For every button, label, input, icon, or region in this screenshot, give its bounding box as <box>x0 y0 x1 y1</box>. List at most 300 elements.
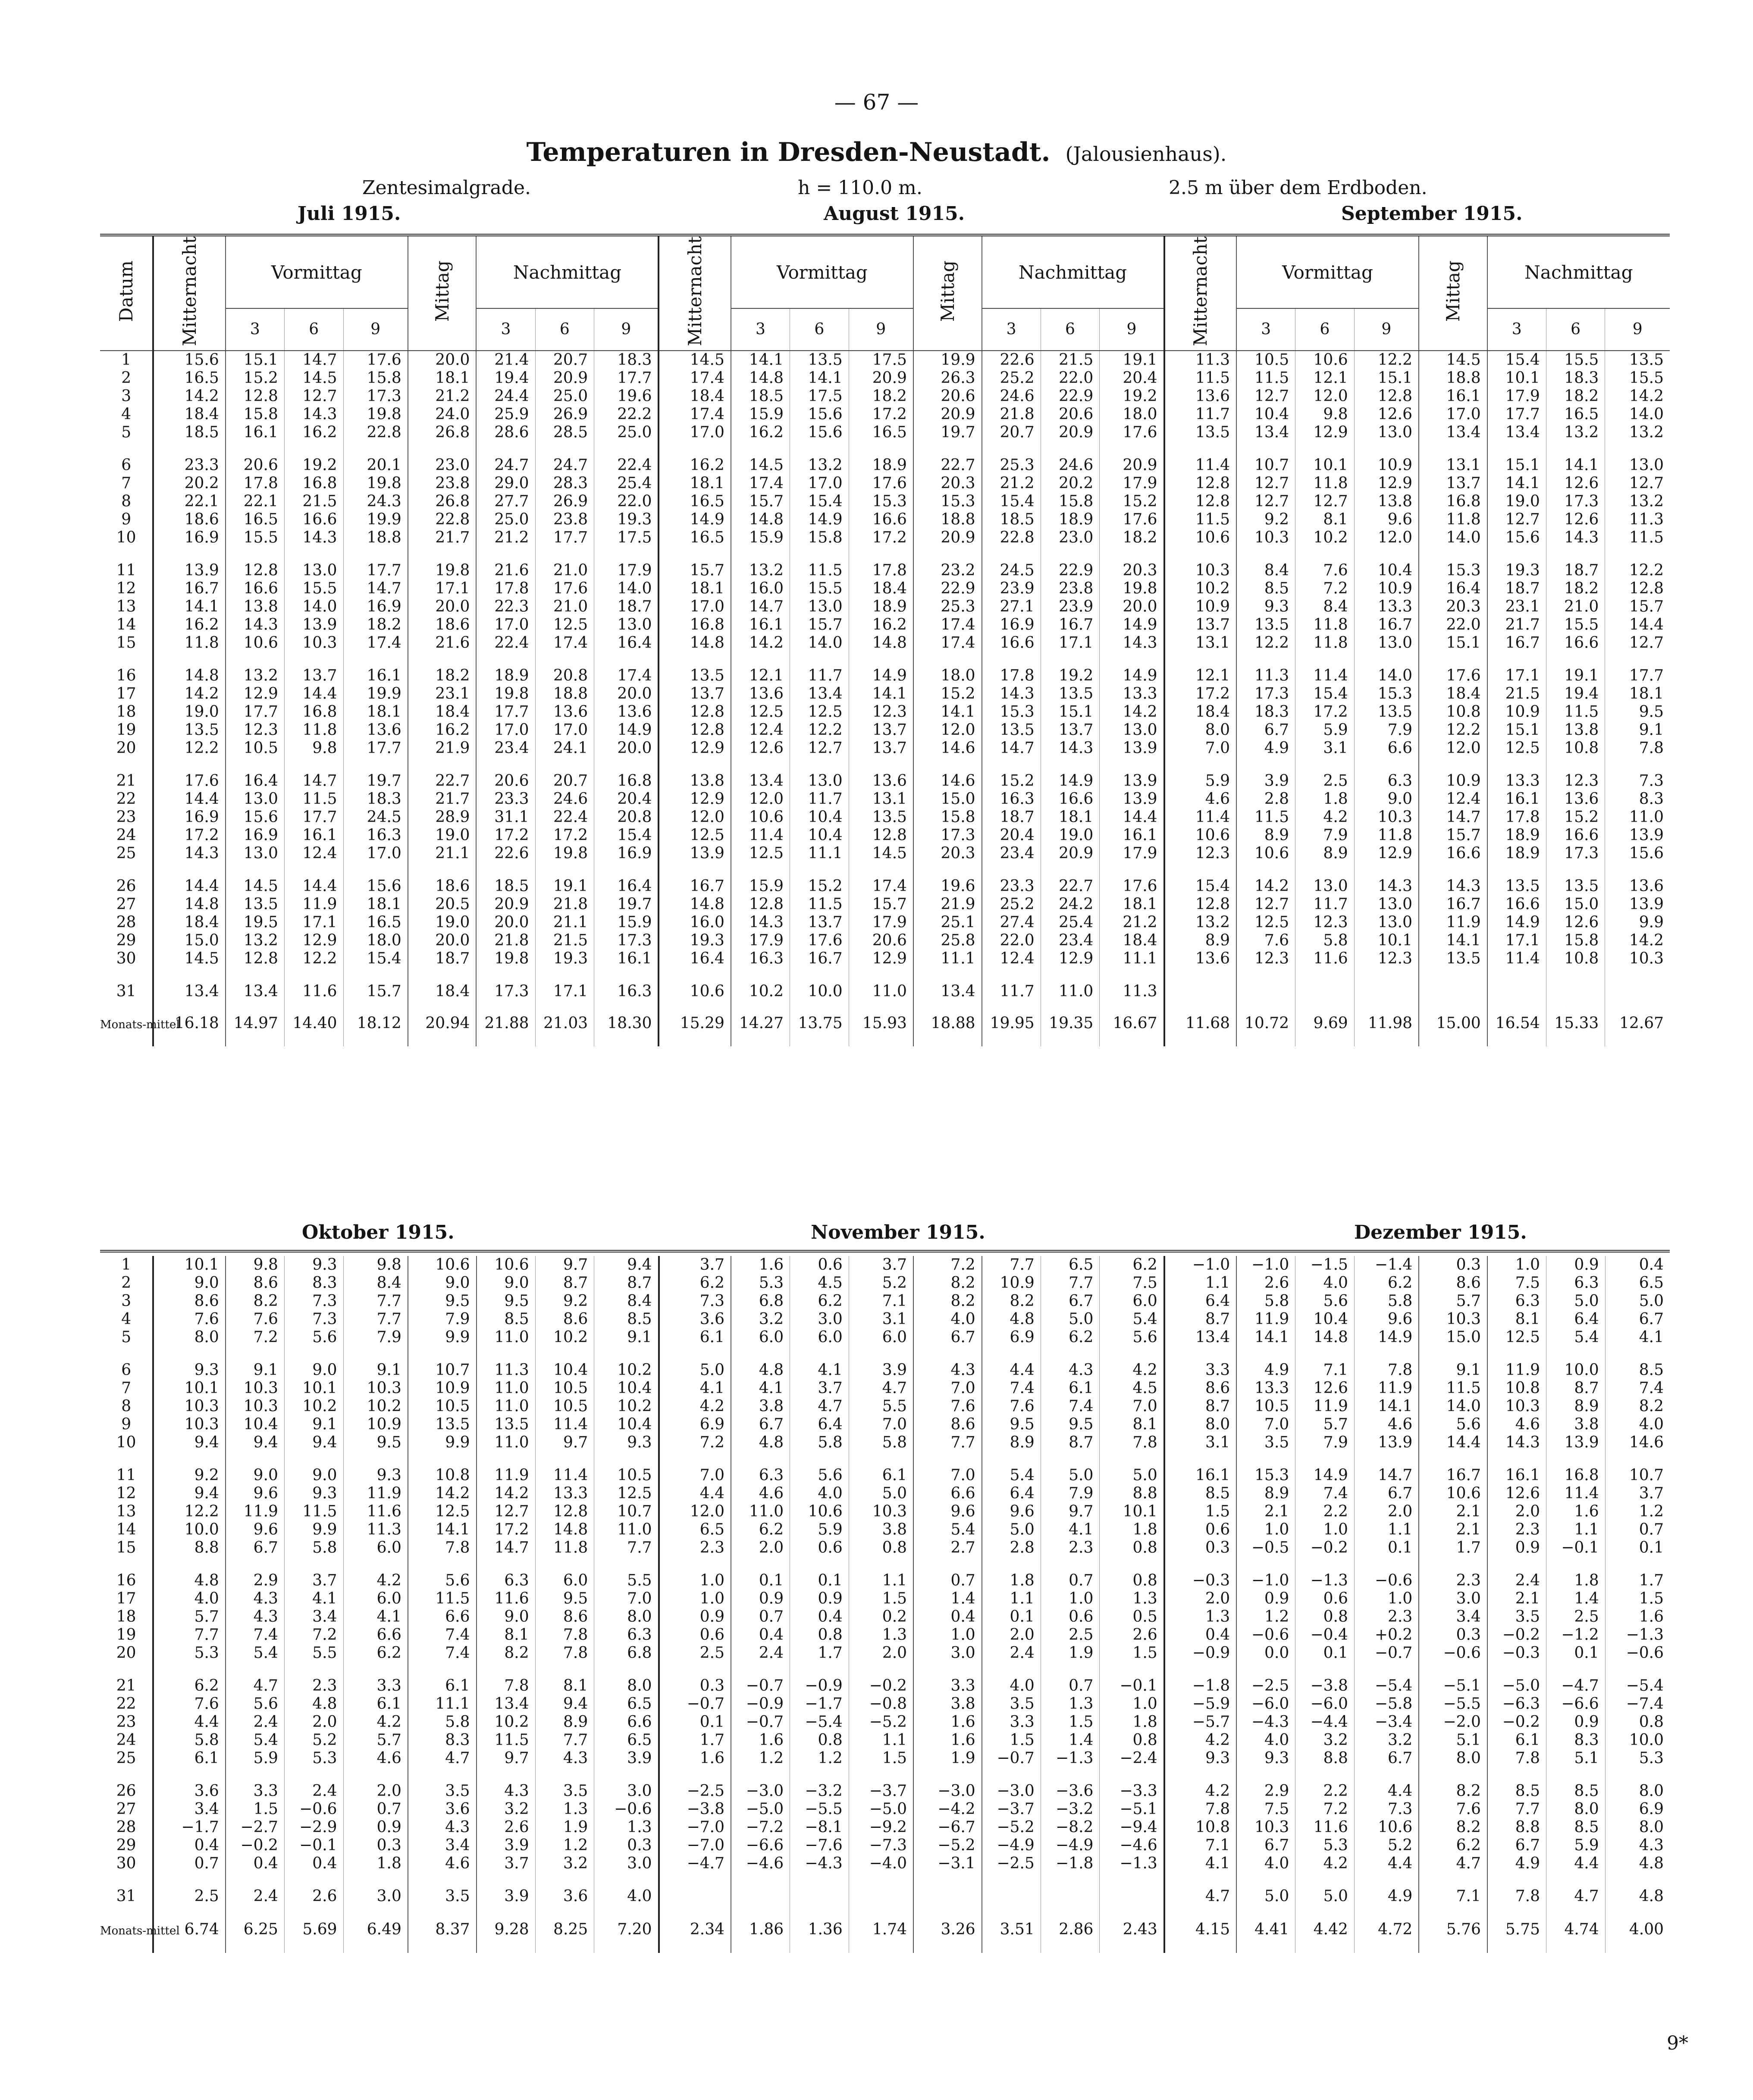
temperature-cell: −5.2 <box>982 1818 1041 1836</box>
temperature-cell: 13.5 <box>226 895 285 913</box>
gap-cell <box>535 1767 594 1782</box>
temperature-cell: 19.1 <box>1546 667 1605 685</box>
temperature-cell: 11.0 <box>477 1434 536 1452</box>
gap-cell <box>408 1557 477 1572</box>
gap-cell <box>476 863 535 877</box>
temperature-cell: −0.4 <box>1295 1626 1355 1644</box>
temperature-cell: 6.8 <box>731 1292 790 1310</box>
temperature-cell: 13.4 <box>1236 424 1295 442</box>
temperature-cell: 17.2 <box>849 529 913 547</box>
temperature-cell: 14.2 <box>477 1485 536 1503</box>
temperature-cell: 17.8 <box>1487 808 1546 826</box>
temperature-cell: 0.3 <box>659 1677 731 1695</box>
temperature-cell: 9.8 <box>343 1256 408 1274</box>
temperature-cell: 16.4 <box>226 772 285 790</box>
temperature-cell: 6.2 <box>790 1292 849 1310</box>
temperature-cell: 0.7 <box>1041 1572 1100 1590</box>
temperature-cell: 12.6 <box>1354 405 1419 424</box>
date-cell: 16 <box>100 1572 153 1590</box>
monthly-mean-cell: 2.86 <box>1041 1905 1100 1953</box>
temperature-cell <box>731 1887 790 1905</box>
temperature-cell: 5.8 <box>408 1713 477 1731</box>
temperature-cell: 14.0 <box>790 634 849 652</box>
temperature-cell: 8.5 <box>1546 1782 1606 1800</box>
temperature-cell: 10.3 <box>153 1416 225 1434</box>
temperature-cell: 12.2 <box>284 950 343 968</box>
monthly-mean-cell: 8.37 <box>408 1905 477 1953</box>
temperature-cell: 16.2 <box>284 424 343 442</box>
gap-cell <box>100 1347 153 1361</box>
temperature-cell: 7.9 <box>343 1328 408 1347</box>
temperature-cell: 11.4 <box>535 1466 594 1485</box>
temperature-cell: 0.7 <box>1041 1677 1100 1695</box>
table-row <box>100 1466 1670 1485</box>
temperature-cell: 12.3 <box>1164 844 1236 863</box>
temperature-cell: −1.3 <box>1626 1626 1664 1644</box>
temperature-cell: 10.7 <box>594 1503 659 1521</box>
temperature-cell: 0.9 <box>731 1590 790 1608</box>
table-row <box>100 1397 1670 1416</box>
temperature-cell: −3.0 <box>731 1782 790 1800</box>
temperature-cell: 1.9 <box>535 1818 594 1836</box>
temperature-cell: 18.3 <box>1236 703 1295 721</box>
temperature-cell: 8.6 <box>226 1274 285 1292</box>
gap-cell <box>1419 442 1487 456</box>
gap-cell <box>153 652 225 667</box>
temperature-cell: 10.2 <box>1295 529 1355 547</box>
monthly-mean-cell: 18.30 <box>594 1001 659 1046</box>
gap-cell <box>226 757 285 772</box>
temperature-cell: 0.7 <box>731 1608 790 1626</box>
temperature-cell: 4.8 <box>284 1695 343 1713</box>
temperature-cell: 5.4 <box>226 1731 285 1749</box>
row-group-gap <box>100 1557 1670 1572</box>
gap-cell <box>594 442 659 456</box>
temperature-cell: 4.0 <box>1639 1416 1664 1433</box>
temperature-cell: 14.1 <box>1546 456 1605 474</box>
temperature-cell: 16.5 <box>153 369 225 387</box>
temperature-cell: 15.5 <box>1546 616 1605 634</box>
date-cell: 25 <box>100 1749 153 1767</box>
temperature-cell: 1.7 <box>1639 1572 1664 1589</box>
temperature-cell: 5.9 <box>226 1749 285 1767</box>
date-cell: 14 <box>100 1521 153 1539</box>
temperature-cell: −6.7 <box>913 1818 982 1836</box>
temperature-cell: 18.4 <box>1419 685 1487 703</box>
temperature-cell: 14.3 <box>153 844 225 863</box>
gap-cell <box>476 652 535 667</box>
temperature-cell: 0.9 <box>1487 1539 1546 1557</box>
temperature-cell: 3.4 <box>284 1608 343 1626</box>
temperature-cell: 7.4 <box>1639 1379 1664 1397</box>
header-hour-9: 9 <box>849 308 913 351</box>
temperature-cell: 16.4 <box>1419 580 1487 598</box>
temperature-cell: −0.7 <box>1354 1644 1419 1662</box>
temperature-cell: 15.7 <box>659 562 731 580</box>
temperature-cell: 6.6 <box>913 1485 982 1503</box>
temperature-cell: 14.3 <box>284 405 343 424</box>
date-cell: 31 <box>100 983 153 1001</box>
temperature-cell: −1.2 <box>1546 1626 1606 1644</box>
temperature-cell: −3.0 <box>982 1782 1041 1800</box>
temperature-cell: 20.9 <box>849 369 913 387</box>
temperature-cell: 20.4 <box>1100 369 1164 387</box>
monthly-mean-cell: 3.26 <box>913 1905 982 1953</box>
temperature-cell: 6.4 <box>1546 1310 1606 1328</box>
monthly-mean-cell: 4.41 <box>1236 1905 1295 1953</box>
temperature-cell: 3.9 <box>1236 772 1295 790</box>
temperature-cell: 12.3 <box>1295 913 1355 932</box>
temperature-cell: 10.0 <box>153 1521 225 1539</box>
temperature-cell: 3.3 <box>913 1677 982 1695</box>
temperature-cell: 13.4 <box>226 983 285 1001</box>
date-cell: 2 <box>100 1274 153 1292</box>
temperature-cell: 16.9 <box>153 529 225 547</box>
temperature-cell: 8.6 <box>153 1292 225 1310</box>
temperature-cell: 10.2 <box>343 1397 408 1416</box>
temperature-cell: 9.5 <box>535 1590 594 1608</box>
date-cell: 6 <box>100 1361 153 1379</box>
temperature-cell: 9.2 <box>1236 511 1295 529</box>
temperature-cell: 14.3 <box>1546 529 1605 547</box>
temperature-cell: 5.4 <box>982 1466 1041 1485</box>
temperature-cell: 20.0 <box>408 598 477 616</box>
temperature-cell <box>1236 983 1295 1001</box>
temperature-cell: 14.9 <box>849 667 913 685</box>
gap-cell <box>284 968 343 983</box>
temperature-cell: 11.7 <box>790 790 849 808</box>
temperature-cell: 15.6 <box>343 877 408 895</box>
temperature-cell: 16.6 <box>1487 895 1546 913</box>
temperature-cell: 12.8 <box>226 950 285 968</box>
temperature-cell: 15.4 <box>594 826 659 844</box>
temperature-cell: 10.3 <box>226 1397 285 1416</box>
temperature-cell: 7.6 <box>226 1310 285 1328</box>
temperature-cell: 7.2 <box>659 1434 731 1452</box>
temperature-cell: 15.3 <box>1354 685 1419 703</box>
gap-cell <box>1236 1557 1295 1572</box>
temperature-cell: 0.9 <box>659 1608 731 1626</box>
gap-cell <box>1605 1767 1670 1782</box>
temperature-cell: 12.7 <box>1236 387 1295 405</box>
gap-cell <box>1164 968 1236 983</box>
table-row <box>100 1379 1670 1397</box>
date-cell: 11 <box>100 1466 153 1485</box>
gap-cell <box>594 1873 659 1887</box>
temperature-cell: 12.5 <box>408 1503 477 1521</box>
temperature-cell: 13.5 <box>790 351 849 369</box>
temperature-cell: 6.7 <box>1236 721 1295 739</box>
temperature-cell: 17.4 <box>731 474 790 493</box>
temperature-cell: 10.6 <box>731 808 790 826</box>
temperature-cell: 14.3 <box>1041 739 1100 757</box>
table-header <box>100 235 1670 351</box>
temperature-cell: 6.6 <box>343 1626 408 1644</box>
temperature-cell: 12.4 <box>731 721 790 739</box>
temperature-cell: 18.5 <box>476 877 535 895</box>
temperature-cell: 13.2 <box>1629 423 1664 441</box>
header-datum: Datum <box>100 235 153 351</box>
temperature-cell: 16.7 <box>1041 616 1100 634</box>
temperature-cell: 3.3 <box>1164 1361 1236 1379</box>
temperature-cell: 13.0 <box>1354 634 1419 652</box>
temperature-cell: 20.8 <box>594 808 659 826</box>
temperature-cell <box>982 1887 1041 1905</box>
temperature-cell: 0.1 <box>1354 1539 1419 1557</box>
header-hour-6: 6 <box>790 308 849 351</box>
temperature-cell: 8.2 <box>226 1292 285 1310</box>
temperature-cell: 23.8 <box>1041 580 1100 598</box>
temperature-cell: 8.3 <box>1546 1731 1606 1749</box>
temperature-cell: 24.0 <box>408 405 477 424</box>
temperature-cell: 9.8 <box>284 739 343 757</box>
temperature-cell: 21.7 <box>408 790 477 808</box>
temperature-cell: 20.0 <box>594 685 659 703</box>
temperature-cell: 1.7 <box>1419 1539 1487 1557</box>
temperature-cell: 5.8 <box>1236 1292 1295 1310</box>
temperature-cell: 11.8 <box>284 721 343 739</box>
temperature-cell: 16.8 <box>659 616 731 634</box>
gap-cell <box>535 442 594 456</box>
header-nachmittag: Nachmittag <box>982 235 1164 308</box>
temperature-cell: 10.4 <box>1236 405 1295 424</box>
temperature-cell: 10.6 <box>790 1503 849 1521</box>
temperature-cell: 14.6 <box>913 739 982 757</box>
temperature-table-top <box>100 234 1670 1046</box>
temperature-cell: 0.8 <box>1639 1713 1664 1731</box>
temperature-cell: 5.0 <box>849 1485 913 1503</box>
monthly-mean-cell: 1.86 <box>731 1905 790 1953</box>
date-cell: 28 <box>100 1818 153 1836</box>
temperature-cell: 23.0 <box>1041 529 1100 547</box>
temperature-cell: 11.1 <box>1100 950 1164 968</box>
temperature-cell: 2.3 <box>1041 1539 1100 1557</box>
temperature-cell: 5.0 <box>1295 1887 1355 1905</box>
temperature-cell: 17.0 <box>659 598 731 616</box>
temperature-cell: 6.2 <box>1100 1256 1164 1274</box>
temperature-cell: 2.0 <box>284 1713 343 1731</box>
temperature-cell: 14.0 <box>284 598 343 616</box>
table-row <box>100 808 1670 826</box>
header-mitternacht: Mitternacht <box>659 235 731 351</box>
gap-cell <box>100 1452 153 1466</box>
monthly-mean-cell: 9.69 <box>1295 1001 1355 1046</box>
temperature-cell: 10.6 <box>1164 529 1236 547</box>
monthly-mean-cell: 15.33 <box>1546 1001 1605 1046</box>
temperature-cell: 4.0 <box>913 1310 982 1328</box>
temperature-cell: 1.7 <box>790 1644 849 1662</box>
gap-cell <box>153 1873 225 1887</box>
temperature-cell: 7.4 <box>408 1626 477 1644</box>
temperature-cell: 10.3 <box>284 634 343 652</box>
gap-cell <box>1354 1557 1419 1572</box>
temperature-cell: 10.1 <box>1354 932 1419 950</box>
gap-cell <box>343 442 408 456</box>
temperature-cell: 7.4 <box>982 1379 1041 1397</box>
row-group-gap <box>100 1662 1670 1677</box>
temperature-cell: 11.9 <box>1236 1310 1295 1328</box>
temperature-cell: 12.8 <box>226 387 285 405</box>
temperature-cell: 16.6 <box>1546 634 1605 652</box>
gap-cell <box>982 863 1041 877</box>
temperature-cell: 1.8 <box>1100 1521 1164 1539</box>
temperature-cell: 0.3 <box>1419 1626 1487 1644</box>
temperature-cell: 23.8 <box>535 511 594 529</box>
temperature-cell: 18.5 <box>982 511 1041 529</box>
temperature-cell: 9.3 <box>343 1466 408 1485</box>
temperature-cell: 18.6 <box>408 877 477 895</box>
temperature-cell: 12.3 <box>1236 950 1295 968</box>
temperature-cell: 16.5 <box>226 511 285 529</box>
temperature-cell: −0.9 <box>1164 1644 1236 1662</box>
gap-cell <box>1487 1873 1546 1887</box>
temperature-cell: 17.7 <box>226 703 285 721</box>
temperature-cell: 13.9 <box>659 844 731 863</box>
gap-cell <box>849 442 913 456</box>
temperature-cell: 5.0 <box>1236 1887 1295 1905</box>
temperature-cell: 6.7 <box>1236 1836 1295 1855</box>
temperature-cell: 19.8 <box>408 562 477 580</box>
temperature-cell: −7.6 <box>790 1836 849 1855</box>
temperature-cell: 4.9 <box>1236 1361 1295 1379</box>
temperature-cell: −5.9 <box>1164 1695 1236 1713</box>
temperature-cell: 24.1 <box>535 739 594 757</box>
temperature-cell: 16.3 <box>343 826 408 844</box>
monthly-mean-cell: 4.74 <box>1546 1905 1606 1953</box>
monthly-mean-cell: 13.75 <box>790 1001 849 1046</box>
temperature-cell: 16.7 <box>1354 616 1419 634</box>
row-group-gap <box>100 547 1670 562</box>
header-vormittag: Vormittag <box>226 235 408 308</box>
temperature-cell: 18.9 <box>1487 826 1546 844</box>
temperature-cell: 12.9 <box>1041 950 1100 968</box>
temperature-cell: 7.7 <box>982 1256 1041 1274</box>
temperature-cell: 10.3 <box>1236 529 1295 547</box>
temperature-cell <box>1295 983 1355 1001</box>
temperature-cell: 12.8 <box>226 562 285 580</box>
temperature-cell: 7.7 <box>343 1310 408 1328</box>
temperature-cell: 9.0 <box>477 1608 536 1626</box>
date-cell: 2 <box>100 369 153 387</box>
temperature-cell: 13.0 <box>790 772 849 790</box>
temperature-cell: 19.0 <box>1487 493 1546 511</box>
temperature-cell: 9.1 <box>1419 1361 1487 1379</box>
temperature-cell: 15.1 <box>1487 456 1546 474</box>
temperature-cell: 12.6 <box>731 739 790 757</box>
temperature-cell: 1.6 <box>913 1713 982 1731</box>
temperature-cell: 4.6 <box>408 1855 477 1873</box>
temperature-cell: 4.7 <box>1546 1887 1606 1905</box>
temperature-cell: 17.0 <box>535 721 594 739</box>
gap-cell <box>1100 442 1164 456</box>
gap-cell <box>284 757 343 772</box>
temperature-cell: 13.8 <box>659 772 731 790</box>
temperature-cell: 1.2 <box>731 1749 790 1767</box>
temperature-cell: 15.7 <box>343 983 408 1001</box>
row-group-gap <box>100 1873 1670 1887</box>
temperature-cell: 13.5 <box>1487 877 1546 895</box>
temperature-cell: 25.1 <box>913 913 982 932</box>
temperature-cell: 0.2 <box>849 1608 913 1626</box>
temperature-cell: 15.3 <box>1236 1466 1295 1485</box>
temperature-cell: 12.8 <box>1629 579 1664 597</box>
gap-cell <box>226 652 285 667</box>
temperature-cell: 3.5 <box>1487 1608 1546 1626</box>
temperature-cell: 10.9 <box>1354 580 1419 598</box>
gap-cell <box>594 968 659 983</box>
gap-cell <box>535 1557 594 1572</box>
temperature-cell: 15.0 <box>1546 895 1605 913</box>
temperature-cell: −4.7 <box>1546 1677 1606 1695</box>
temperature-cell: 18.9 <box>1041 511 1100 529</box>
temperature-cell: 6.3 <box>477 1572 536 1590</box>
temperature-cell: 4.2 <box>1295 1855 1355 1873</box>
gap-cell <box>594 547 659 562</box>
temperature-cell: 16.0 <box>731 580 790 598</box>
temperature-cell: −5.2 <box>913 1836 982 1855</box>
gap-cell <box>153 1662 225 1677</box>
temperature-cell: 17.2 <box>1164 685 1236 703</box>
temperature-cell: 20.7 <box>535 351 594 369</box>
temperature-cell: 7.0 <box>913 1466 982 1485</box>
temperature-cell: 1.0 <box>659 1572 731 1590</box>
table-row <box>100 844 1670 863</box>
temperature-cell: −2.0 <box>1419 1713 1487 1731</box>
temperature-cell <box>1100 1887 1164 1905</box>
temperature-cell: 15.2 <box>790 877 849 895</box>
temperature-cell: 10.4 <box>594 1416 659 1434</box>
temperature-table-bottom <box>100 1256 1670 1953</box>
temperature-cell: 4.6 <box>1164 790 1236 808</box>
temperature-cell: 19.2 <box>1100 387 1164 405</box>
header-hour-3: 3 <box>476 308 535 351</box>
temperature-cell: 1.6 <box>1639 1608 1664 1626</box>
gap-cell <box>1164 757 1236 772</box>
gap-cell <box>731 1662 790 1677</box>
gap-cell <box>408 652 477 667</box>
temperature-cell: 4.1 <box>1164 1855 1236 1873</box>
temperature-cell: 13.4 <box>477 1695 536 1713</box>
temperature-cell: 6.3 <box>1487 1292 1546 1310</box>
gap-cell <box>594 1557 659 1572</box>
temperature-cell: 13.4 <box>790 685 849 703</box>
monthly-mean-cell: 6.25 <box>226 1905 285 1953</box>
temperature-cell: 3.7 <box>849 1256 913 1274</box>
temperature-cell: 8.3 <box>284 1274 343 1292</box>
temperature-cell: 1.8 <box>343 1855 408 1873</box>
temperature-cell: 11.0 <box>594 1521 659 1539</box>
temperature-cell: 10.1 <box>284 1379 343 1397</box>
temperature-cell: 12.3 <box>849 703 913 721</box>
temperature-cell: 1.6 <box>731 1256 790 1274</box>
date-cell: 23 <box>100 808 153 826</box>
temperature-cell: 6.6 <box>1354 739 1419 757</box>
table-row <box>100 616 1670 634</box>
temperature-cell: 1.3 <box>535 1800 594 1818</box>
temperature-cell: 11.6 <box>477 1590 536 1608</box>
temperature-cell: 16.6 <box>1546 826 1605 844</box>
temperature-cell: 10.8 <box>1546 950 1605 968</box>
temperature-cell: 10.6 <box>1295 351 1355 369</box>
temperature-cell: −3.7 <box>982 1800 1041 1818</box>
temperature-cell: 0.6 <box>1041 1608 1100 1626</box>
temperature-cell: 9.8 <box>1295 405 1355 424</box>
temperature-cell: 15.3 <box>982 703 1041 721</box>
gap-cell <box>594 863 659 877</box>
table-row <box>100 474 1670 493</box>
temperature-cell: 7.6 <box>913 1397 982 1416</box>
temperature-cell: 12.3 <box>1354 950 1419 968</box>
